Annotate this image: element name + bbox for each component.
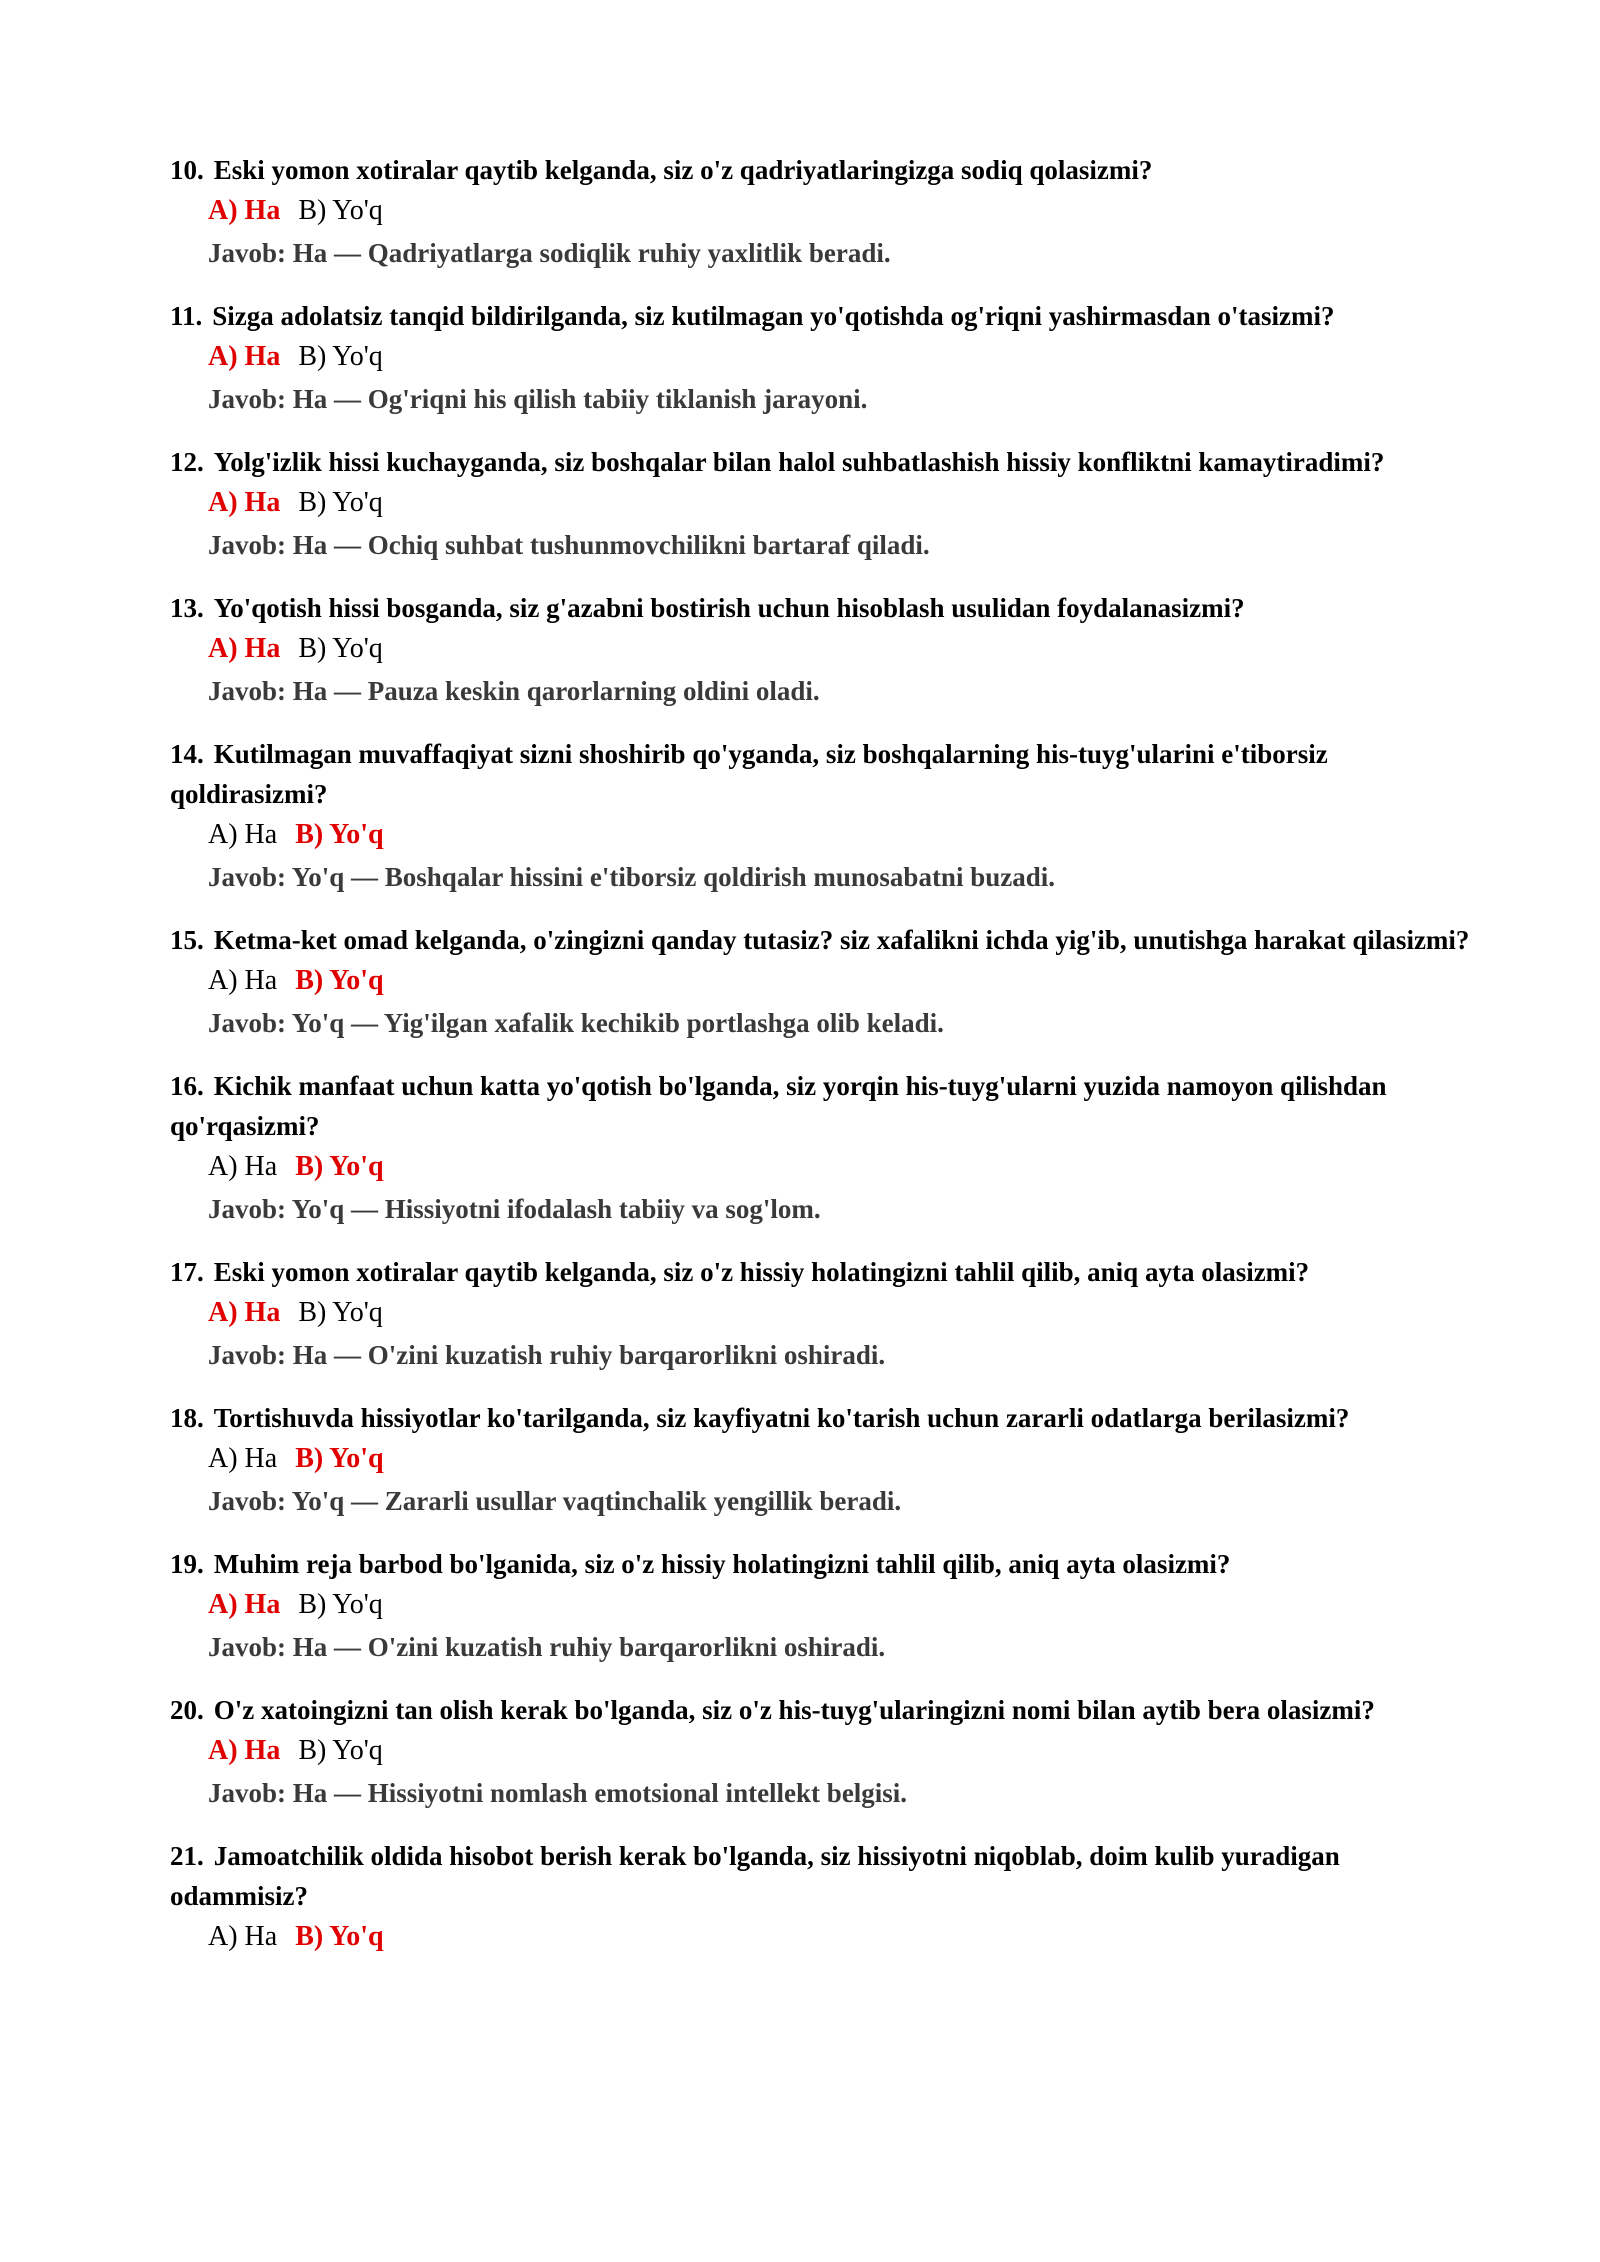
option-b: B) Yo'q <box>295 1151 384 1182</box>
option-a: A) Ha <box>208 633 281 664</box>
question-number: 11. <box>170 301 203 331</box>
option-b: B) Yo'q <box>298 341 383 372</box>
question-label: Eski yomon xotiralar qaytib kelganda, siz o'z hissiy holatingizni tahlil qilib, aniq ayta olasizmi? <box>213 1257 1310 1287</box>
question-label: Muhim reja barbod bo'lganida, siz o'z hissiy holatingizni tahlil qilib, aniq ayta olasizmi? <box>213 1549 1231 1579</box>
question-number: 12. <box>170 447 204 477</box>
option-b: B) Yo'q <box>298 1735 383 1766</box>
option-a: A) Ha <box>208 1589 281 1620</box>
option-b: B) Yo'q <box>295 819 384 850</box>
option-b: B) Yo'q <box>298 633 383 664</box>
question-block <box>170 588 1470 712</box>
answer-options <box>208 1916 1470 1958</box>
question-block <box>170 1544 1470 1668</box>
question-number: 21. <box>170 1841 204 1871</box>
option-b: B) Yo'q <box>298 487 383 518</box>
question-text <box>170 734 1470 814</box>
answer-explanation: Javob: Ha — Ochiq suhbat tushunmovchilikni bartaraf qiladi. <box>208 530 930 560</box>
answer-explanation: Javob: Ha — Pauza keskin qarorlarning oldini oladi. <box>208 676 820 706</box>
answer-options <box>208 1584 1470 1626</box>
question-label: Sizga adolatsiz tanqid bildirilganda, siz kutilmagan yo'qotishda og'riqni yashirmasdan o'tasizmi? <box>212 301 1335 331</box>
answer-options <box>208 1146 1470 1188</box>
answer-options <box>208 960 1470 1002</box>
option-a: A) Ha <box>208 1443 278 1474</box>
document-page <box>170 150 1470 1980</box>
question-number: 20. <box>170 1695 204 1725</box>
question-text <box>170 920 1470 960</box>
option-b: B) Yo'q <box>295 965 384 996</box>
option-b: B) Yo'q <box>298 1589 383 1620</box>
question-text <box>170 1836 1470 1916</box>
question-number: 17. <box>170 1257 204 1287</box>
question-block <box>170 1252 1470 1376</box>
question-label: Yolg'izlik hissi kuchayganda, siz boshqalar bilan halol suhbatlashish hissiy konfliktni kamaytiradimi? <box>213 447 1385 477</box>
question-block <box>170 1066 1470 1230</box>
question-label: Jamoatchilik oldida hisobot berish kerak bo'lganda, siz hissiyotni niqoblab, doim kulib yuradigan odammisiz? <box>170 1841 1340 1911</box>
question-block <box>170 920 1470 1044</box>
question-text <box>170 1066 1470 1146</box>
option-a: A) Ha <box>208 1921 278 1952</box>
question-label: Kutilmagan muvaffaqiyat sizni shoshirib qo'yganda, siz boshqalarning his-tuyg'ularini e'tiborsiz qoldirasizmi? <box>170 739 1328 809</box>
question-label: Ketma-ket omad kelganda, o'zingizni qanday tutasiz? siz xafalikni ichda yig'ib, unutishga harakat qilasizmi? <box>213 925 1470 955</box>
question-text <box>170 588 1470 628</box>
question-block <box>170 1836 1470 1958</box>
question-text <box>170 1544 1470 1584</box>
answer-explanation: Javob: Ha — Qadriyatlarga sodiqlik ruhiy yaxlitlik beradi. <box>208 238 891 268</box>
question-label: Eski yomon xotiralar qaytib kelganda, siz o'z qadriyatlaringizga sodiq qolasizmi? <box>213 155 1153 185</box>
question-label: Kichik manfaat uchun katta yo'qotish bo'lganda, siz yorqin his-tuyg'ularni yuzida namoyon qilishdan qo'rqasizmi? <box>170 1071 1387 1141</box>
question-text <box>170 442 1470 482</box>
answer-options <box>208 1438 1470 1480</box>
answer-explanation: Javob: Yo'q — Boshqalar hissini e'tiborsiz qoldirish munosabatni buzadi. <box>208 862 1055 892</box>
question-number: 13. <box>170 593 204 623</box>
question-text <box>170 1690 1470 1730</box>
question-label: Yo'qotish hissi bosganda, siz g'azabni bostirish uchun hisoblash usulidan foydalanasizmi? <box>213 593 1245 623</box>
question-block <box>170 150 1470 274</box>
option-b: B) Yo'q <box>298 195 383 226</box>
answer-explanation: Javob: Yo'q — Zararli usullar vaqtinchalik yengillik beradi. <box>208 1486 902 1516</box>
answer-options <box>208 336 1470 378</box>
question-number: 14. <box>170 739 204 769</box>
option-b: B) Yo'q <box>295 1443 384 1474</box>
question-block <box>170 734 1470 898</box>
answer-options <box>208 190 1470 232</box>
option-a: A) Ha <box>208 1297 281 1328</box>
question-label: O'z xatoingizni tan olish kerak bo'lganda, siz o'z his-tuyg'ularingizni nomi bilan aytib bera olasizmi? <box>213 1695 1375 1725</box>
answer-options <box>208 1292 1470 1334</box>
answer-options <box>208 814 1470 856</box>
option-a: A) Ha <box>208 819 278 850</box>
question-number: 16. <box>170 1071 204 1101</box>
question-number: 15. <box>170 925 204 955</box>
question-block <box>170 1398 1470 1522</box>
question-number: 19. <box>170 1549 204 1579</box>
answer-options <box>208 1730 1470 1772</box>
option-a: A) Ha <box>208 195 281 226</box>
question-number: 10. <box>170 155 204 185</box>
answer-options <box>208 628 1470 670</box>
answer-explanation: Javob: Ha — Og'riqni his qilish tabiiy tiklanish jarayoni. <box>208 384 868 414</box>
option-a: A) Ha <box>208 965 278 996</box>
answer-explanation: Javob: Yo'q — Yig'ilgan xafalik kechikib portlashga olib keladi. <box>208 1008 944 1038</box>
question-text <box>170 1252 1470 1292</box>
answer-options <box>208 482 1470 524</box>
question-block <box>170 442 1470 566</box>
answer-explanation: Javob: Ha — O'zini kuzatish ruhiy barqarorlikni oshiradi. <box>208 1632 886 1662</box>
option-b: B) Yo'q <box>298 1297 383 1328</box>
option-a: A) Ha <box>208 1735 281 1766</box>
option-a: A) Ha <box>208 1151 278 1182</box>
question-text <box>170 150 1470 190</box>
option-a: A) Ha <box>208 341 281 372</box>
question-number: 18. <box>170 1403 204 1433</box>
answer-explanation: Javob: Ha — Hissiyotni nomlash emotsional intellekt belgisi. <box>208 1778 908 1808</box>
question-text <box>170 1398 1470 1438</box>
answer-explanation: Javob: Yo'q — Hissiyotni ifodalash tabiiy va sog'lom. <box>208 1194 821 1224</box>
option-b: B) Yo'q <box>295 1921 384 1952</box>
question-block <box>170 1690 1470 1814</box>
question-text <box>170 296 1470 336</box>
question-label: Tortishuvda hissiyotlar ko'tarilganda, siz kayfiyatni ko'tarish uchun zararli odatlarga berilasizmi? <box>213 1403 1350 1433</box>
question-block <box>170 296 1470 420</box>
option-a: A) Ha <box>208 487 281 518</box>
answer-explanation: Javob: Ha — O'zini kuzatish ruhiy barqarorlikni oshiradi. <box>208 1340 886 1370</box>
